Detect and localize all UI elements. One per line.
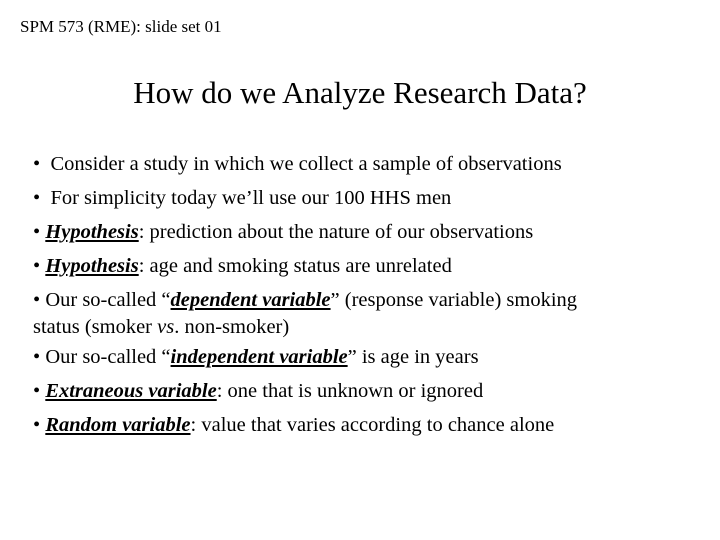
bullet-marker: • (33, 380, 46, 402)
bullet-item (33, 374, 693, 408)
bullet-item (33, 249, 693, 283)
bullet-prefix: Our so-called “ (45, 346, 171, 368)
bullet-term: Hypothesis (45, 255, 139, 277)
bullet-term: Random variable (45, 414, 191, 436)
bullet-text: ” (response variable) smoking (330, 289, 578, 311)
bullet-text: Consider a study in which we collect a sample of observations (50, 153, 562, 175)
bullet-item (33, 408, 693, 442)
bullet-text: For simplicity today we’ll use our 100 HHS men (50, 187, 452, 209)
bullet-text: . non-smoker) (174, 316, 290, 338)
bullet-item (33, 147, 693, 181)
bullet-item (33, 181, 693, 215)
bullet-text: status (smoker (33, 316, 158, 338)
bullet-term: Extraneous variable (45, 380, 217, 402)
bullet-term: independent variable (170, 346, 348, 368)
bullet-text: : age and smoking status are unrelated (138, 255, 452, 277)
bullet-marker: • (33, 346, 46, 368)
bullet-marker: • (33, 414, 46, 436)
bullet-item (33, 283, 693, 340)
bullet-term: dependent variable (170, 289, 331, 311)
bullet-list (33, 147, 693, 442)
bullet-marker: • (33, 289, 46, 311)
bullet-italic-word: vs (157, 316, 175, 338)
bullet-marker: • (33, 221, 46, 243)
bullet-item (33, 215, 693, 249)
bullet-marker: • (33, 153, 46, 175)
bullet-text: : one that is unknown or ignored (216, 380, 484, 402)
bullet-line (33, 283, 693, 317)
bullet-text: ” is age in years (347, 346, 479, 368)
bullet-text: : prediction about the nature of our observations (138, 221, 534, 243)
slide-title: How do we Analyze Research Data? (133, 75, 587, 110)
bullet-term: Hypothesis (45, 221, 139, 243)
bullet-prefix: Our so-called “ (45, 289, 171, 311)
bullet-marker: • (33, 187, 46, 209)
bullet-item (33, 340, 693, 374)
bullet-line (33, 315, 693, 340)
bullet-marker: • (33, 255, 46, 277)
bullet-text: : value that varies according to chance alone (190, 414, 555, 436)
slide-set-label: SPM 573 (RME): slide set 01 (20, 17, 222, 36)
